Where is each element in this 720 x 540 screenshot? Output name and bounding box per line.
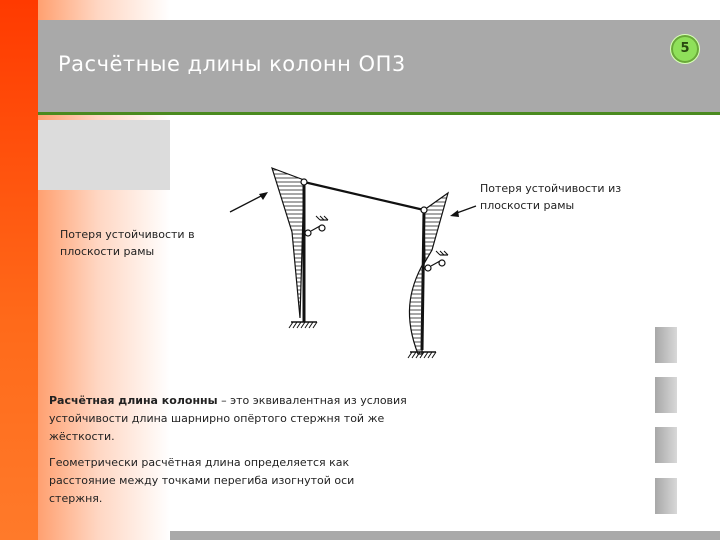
slide-number-badge: 5 — [670, 34, 700, 64]
bottom-bar — [170, 531, 720, 540]
definition-text: – это эквивалентная из условия устойчивости длина шарнирно опёртого стержня той же жёсткости. — [49, 394, 407, 443]
definition-paragraph — [49, 392, 409, 446]
right-arrow-icon — [450, 206, 476, 217]
left-buckling-diagram — [272, 168, 304, 318]
decor-square-3 — [655, 427, 677, 463]
label-in-plane: Потеря устойчивости в плоскости рамы — [60, 228, 195, 258]
decor-square-2 — [655, 377, 677, 413]
page-title: Расчётные длины колонн ОП3 — [58, 52, 406, 76]
definition-term: Расчётная длина колонны — [49, 394, 218, 407]
left-arrow-icon — [230, 192, 268, 212]
joint-left-top — [301, 179, 307, 185]
decor-square-4 — [655, 478, 677, 514]
left-fixed-support — [289, 322, 317, 328]
frame-beam — [304, 182, 424, 210]
label-out-of-plane: Потеря устойчивости из плоскости рамы — [480, 182, 622, 212]
left-lateral-support — [305, 216, 328, 236]
joint-right-top — [421, 207, 427, 213]
decor-square-1 — [655, 327, 677, 363]
geometry-paragraph: Геометрически расчётная длина определяется как расстояние между точками перегиба изогнутой оси стержня. — [49, 456, 355, 505]
right-buckling-diagram-lower — [409, 262, 424, 354]
